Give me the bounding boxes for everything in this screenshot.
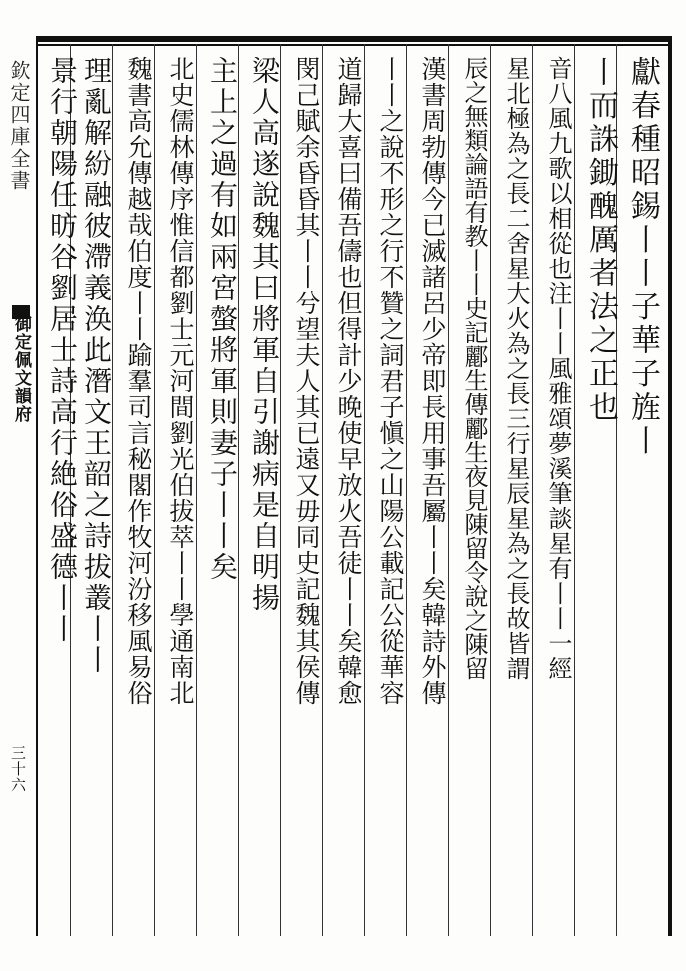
text-column: 景行朝陽任昉谷劉居士詩高行絶俗盛德丨丨 (46, 56, 79, 645)
text-column: 辰之無類論語有教丨丨史記酈生傳酈生夜見陳留令說之陳留 (460, 56, 488, 680)
text-column: 丨丨之說不形之行不贊之詞君子愼之山陽公載記公從華容 (376, 56, 405, 706)
text-column: 星北極為之長二舍星大火為之長三行星辰星為之長故皆謂 (502, 56, 530, 681)
book-title: 御定佩文韻府 (11, 315, 31, 423)
library-title: 欽定四庫全書 (7, 60, 31, 192)
top-border (36, 36, 672, 42)
text-column: 音八風九歌以相從也注丨丨風雅頌夢溪筆談星有丨丨一經 (544, 56, 572, 681)
text-column: 閔己賦余昏昏其丨丨兮望夫人其已遠又毋同史記魏其侯傳 (292, 56, 321, 706)
text-column: 道歸大喜曰備吾儔也但得計少晚使早放火吾徒丨丨矣韓愈 (334, 56, 363, 706)
text-column: 獻春種昭錫丨丨子華子旌丨 (625, 56, 660, 458)
text-column: 理亂解紛融彼滯義涣此潛文王韶之詩拔叢丨丨 (80, 56, 113, 676)
text-column: 魏書高允傳越哉伯度丨丨踰羣司言秘閣作牧河汾移風易俗 (124, 56, 153, 706)
page-number: 三十六 (9, 745, 27, 793)
text-column: 主上之過有如兩宮螫將軍則妻子丨丨矣 (206, 56, 239, 583)
right-border (668, 36, 672, 936)
text-column: 丨而誅鋤醜厲者法之正也 (583, 56, 618, 425)
text-column: 北史儒林傳序惟信都劉士元河間劉光伯拔萃丨丨學通南北 (166, 56, 195, 706)
top-border-inner (36, 44, 672, 46)
text-column: 漢書周勃傳今已滅諸呂少帝即長用事吾屬丨丨矣韓詩外傳 (418, 56, 447, 706)
text-column: 梁人高遂說魏其曰將軍自引謝病是自明揚 (248, 56, 281, 614)
left-border (36, 36, 38, 936)
page-margin (2, 60, 32, 780)
